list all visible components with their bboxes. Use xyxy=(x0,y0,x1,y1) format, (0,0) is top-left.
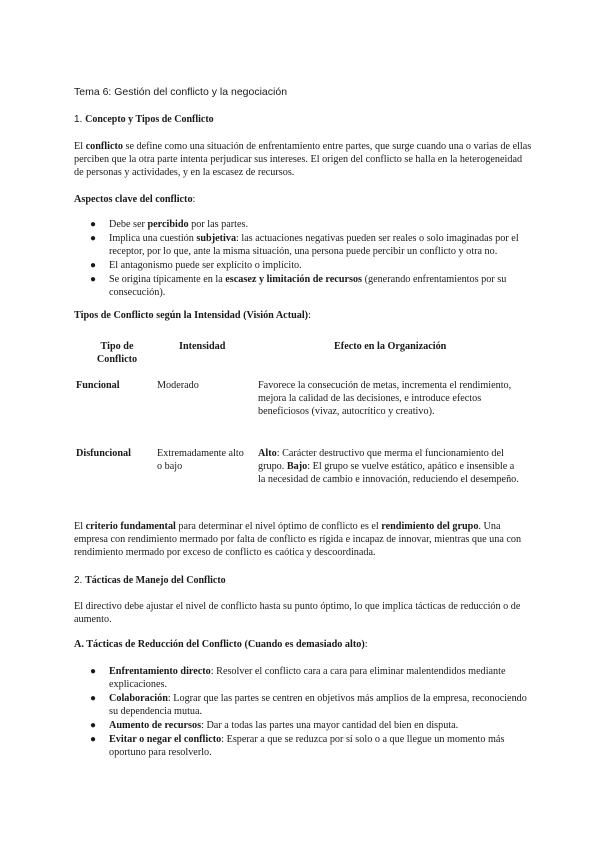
table-cell-intensity: Moderado xyxy=(157,380,199,391)
aspects-heading: Aspectos clave del conflicto: xyxy=(74,194,196,205)
tactics-list xyxy=(90,665,533,759)
list-item: ● Colaboración: Lograr que las partes se centren en objetivos más amplios de la empresa, reconociendo su dependencia mutua. xyxy=(90,693,527,717)
conflict-term: conflicto xyxy=(85,141,123,152)
bullet-icon: ● xyxy=(90,666,97,677)
section-1-heading xyxy=(74,114,214,125)
list-item: ● Aumento de recursos: Dar a todas las partes una mayor cantidad del bien en disputa. xyxy=(90,720,459,731)
list-item: ● El antagonismo puede ser explícito o implícito. xyxy=(90,260,302,271)
bullet-icon: ● xyxy=(90,274,97,285)
subsection-a-heading: A. Tácticas de Reducción del Conflicto (Cuando es demasiado alto): xyxy=(74,639,368,650)
list-item: ● Evitar o negar el conflicto: Esperar a que se reduzca por sí solo o a que llegue un momento más oportuno para resolverlo. xyxy=(90,734,505,758)
types-heading: Tipos de Conflicto según la Intensidad (Visión Actual): xyxy=(74,310,311,321)
table-cell-intensity: Extremadamente alto o bajo xyxy=(157,448,244,472)
list-item: ● Implica una cuestión subjetiva: las actuaciones negativas pueden ser reales o solo imaginadas por el receptor, por lo que, ante la misma situación, una persona puede percibir un conflicto y otra no. xyxy=(90,233,519,257)
conflict-definition: El conflicto se define como una situación de enfrentamiento entre partes, que surge cuando una o varias de ellas perciben que la otra parte intenta perjudicar sus intereses. El origen del conflicto se halla en la heterogeneidad de personas y actividades, y en la escasez de recursos. xyxy=(74,141,532,178)
document-title: Tema 6: Gestión del conflicto y la negociación xyxy=(74,86,288,98)
aspects-list xyxy=(90,218,533,299)
table-header-intensity: Intensidad xyxy=(179,341,226,352)
bullet-icon: ● xyxy=(90,734,97,745)
section-1-title: Concepto y Tipos de Conflicto xyxy=(85,114,214,125)
criterion-paragraph: El criterio fundamental para determinar el nivel óptimo de conflicto es el rendimiento del grupo. Una empresa con rendimiento mermado por falta de conflicto es rígida e incapaz de innovar, mientras que una con rendimiento mermado por exceso de conflicto es caótica y descoordinada. xyxy=(74,521,522,558)
bullet-icon: ● xyxy=(90,720,97,731)
section-2-intro: El directivo debe ajustar el nivel de conflicto hasta su punto óptimo, lo que implica tácticas de reducción o de aumento. xyxy=(74,601,521,625)
section-2-title: Tácticas de Manejo del Conflicto xyxy=(85,575,226,586)
list-item: ● Se origina típicamente en la escasez y limitación de recursos (generando enfrentamientos por su consecución). xyxy=(90,274,507,298)
table-header-type: Tipo de Conflicto xyxy=(96,341,138,365)
bullet-icon: ● xyxy=(90,233,97,244)
bullet-icon: ● xyxy=(90,260,97,271)
list-item: ● Enfrentamiento directo: Resolver el conflicto cara a cara para eliminar malentendidos mediante explicaciones. xyxy=(90,666,506,690)
table-cell-type: Funcional xyxy=(76,380,120,391)
list-item: ● Debe ser percibido por las partes. xyxy=(90,219,249,230)
section-2-heading xyxy=(74,575,226,586)
table-header-effect: Efecto en la Organización xyxy=(334,341,447,352)
table-cell-effect: Alto: Carácter destructivo que merma el funcionamiento del grupo. Bajo: El grupo se vuelve estático, apático e insensible a la necesidad de cambio e innovación, reduciendo el desempeño. xyxy=(258,448,519,485)
table-cell-effect: Favorece la consecución de metas, incrementa el rendimiento, mejora la calidad de las decisiones, e introduce efectos beneficiosos (vivaz, autocrítico y creativo). xyxy=(258,380,512,417)
section-2-number: 2. xyxy=(74,575,83,586)
bullet-icon: ● xyxy=(90,219,97,230)
table-cell-type: Disfuncional xyxy=(76,448,131,459)
section-1-number: 1. xyxy=(74,114,83,125)
bullet-icon: ● xyxy=(90,693,97,704)
